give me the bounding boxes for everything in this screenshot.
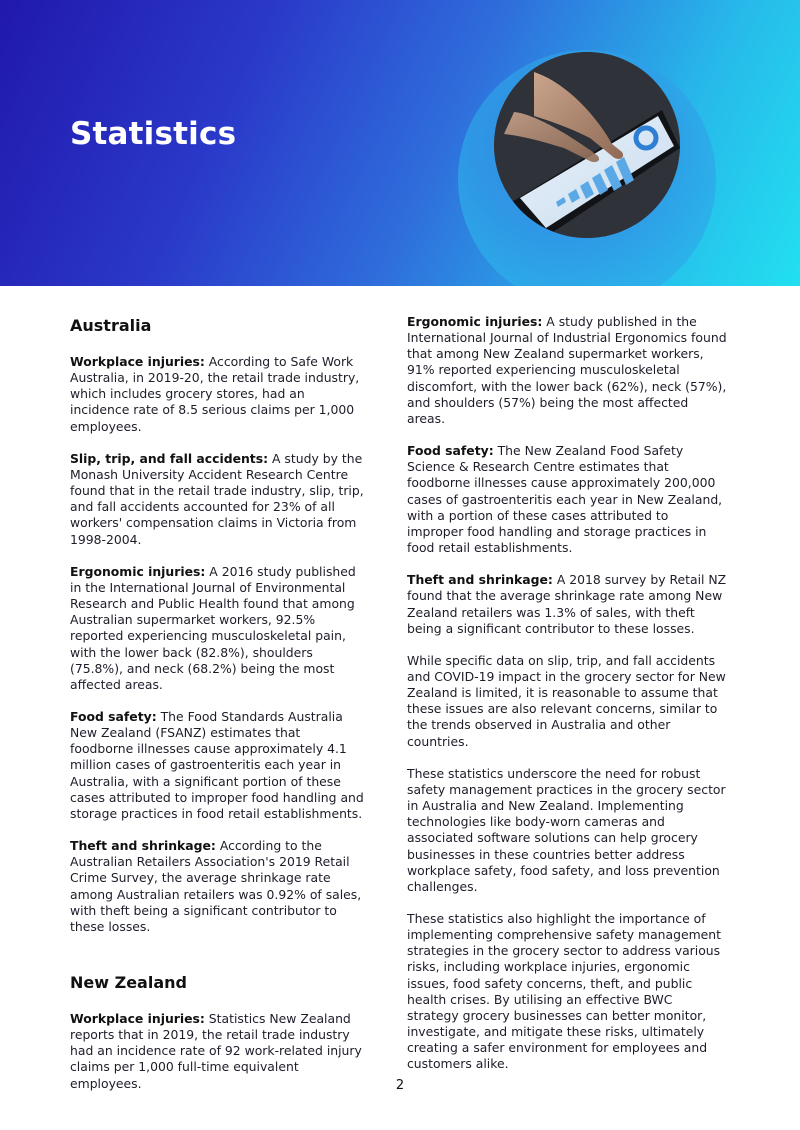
stat-item — [70, 838, 365, 935]
stat-label: Theft and shrinkage: — [407, 572, 553, 588]
stat-text: The New Zealand Food Safety Science & Research Centre estimates that foodborne illnesses cause approximately 200,000 cases of gastroenteritis each year in New Zealand, with a portion of these cases attributed to improper food handling and storage practices in food retail establishments. — [407, 443, 723, 556]
body-paragraph: While specific data on slip, trip, and fall accidents and COVID-19 impact in the grocery sector for New Zealand is limited, it is reasonable to assume that these issues are also relevant concerns, similar to the trends observed in Australia and other countries. — [407, 652, 726, 749]
body-paragraph: These statistics also highlight the importance of implementing comprehensive safety management strategies in the grocery sector to address various risks, including workplace injuries, ergonomic issues, food safety concerns, theft, and public health crises. By utilising an effective BWC strategy grocery businesses can better monitor, investigate, and mitigate these risks, ultimately creating a safer environment for employees and customers alike. — [407, 911, 722, 1072]
stat-item — [70, 564, 365, 693]
left-column — [70, 316, 365, 1108]
page-number: 2 — [395, 1078, 405, 1093]
stat-text: A study published in the International Journal of Industrial Ergonomics found that among New Zealand supermarket workers, 91% reported experiencing musculoskeletal discomfort, with the lower back (62%), neck (57%), and shoulders (57%) being the most affected areas. — [407, 314, 727, 426]
right-column — [407, 314, 727, 1089]
stat-label: Workplace injuries: — [70, 1011, 205, 1026]
stat-label: Ergonomic injuries: — [407, 314, 543, 329]
stat-text: A 2016 study published in the International Journal of Environmental Research and Public Health found that among Australian supermarket workers, 92.5% reported experiencing musculoskeletal pain, with the lower back (82.8%), shoulders (75.8%), and neck (68.2%) being the most affected areas. — [70, 563, 356, 692]
page-title: Statistics — [70, 116, 237, 152]
stat-text: A 2018 survey by Retail NZ found that the average shrinkage rate among New Zealand retailers was 1.3% of sales, with theft being a significant contributor to these losses. — [407, 572, 727, 636]
stat-label: Slip, trip, and fall accidents: — [70, 450, 269, 466]
stat-item — [407, 572, 727, 637]
stat-label: Theft and shrinkage: — [70, 838, 216, 854]
stat-text: Statistics New Zealand reports that in 2019, the retail trade industry had an incidence rate of 92 work-related injury claims per 1,000 full-time equivalent employees. — [70, 1011, 362, 1091]
tablet-chart-illustration — [494, 52, 680, 238]
stat-item — [70, 709, 365, 822]
stat-text: According to the Australian Retailers Association's 2019 Retail Crime Survey, the average shrinkage rate among Australian retailers was 0.92% of sales, with theft being a significant contributor to these losses. — [70, 838, 362, 934]
hero-photo — [494, 52, 680, 238]
body-paragraph: These statistics underscore the need for robust safety management practices in the grocery sector in Australia and New Zealand. Implementing technologies like body-worn cameras and associated software solutions can help grocery businesses in these countries better address workplace safety, food safety, and loss prevention challenges. — [407, 765, 726, 894]
stat-text: According to Safe Work Australia, in 2019-20, the retail trade industry, which includes grocery stores, had an incidence rate of 8.5 serious claims per 1,000 employees. — [70, 354, 360, 434]
hero-banner — [0, 0, 800, 286]
stat-item — [407, 443, 727, 556]
stat-label: Food safety: — [407, 443, 494, 459]
stat-text: A study by the Monash University Accident Research Centre found that in the retail trade industry, slip, trip, and fall accidents accounted for 23% of all workers' compensation claims in Victoria from 1998-2004. — [70, 450, 364, 547]
stat-label: Food safety: — [70, 708, 157, 724]
stat-item — [407, 314, 727, 427]
section-heading-australia: Australia — [70, 316, 152, 335]
stat-item — [70, 354, 365, 435]
section-heading-new-zealand: New Zealand — [70, 973, 187, 992]
stat-label: Workplace injuries: — [70, 354, 205, 369]
stat-label: Ergonomic injuries: — [70, 563, 206, 579]
stat-text: The Food Standards Australia New Zealand (FSANZ) estimates that foodborne illnesses cause approximately 4.1 million cases of gastroenteritis each year in Australia, with a significant portion of these cases attributed to improper food handling and storage practices in food retail establishments. — [70, 708, 364, 821]
stat-item — [70, 451, 365, 548]
